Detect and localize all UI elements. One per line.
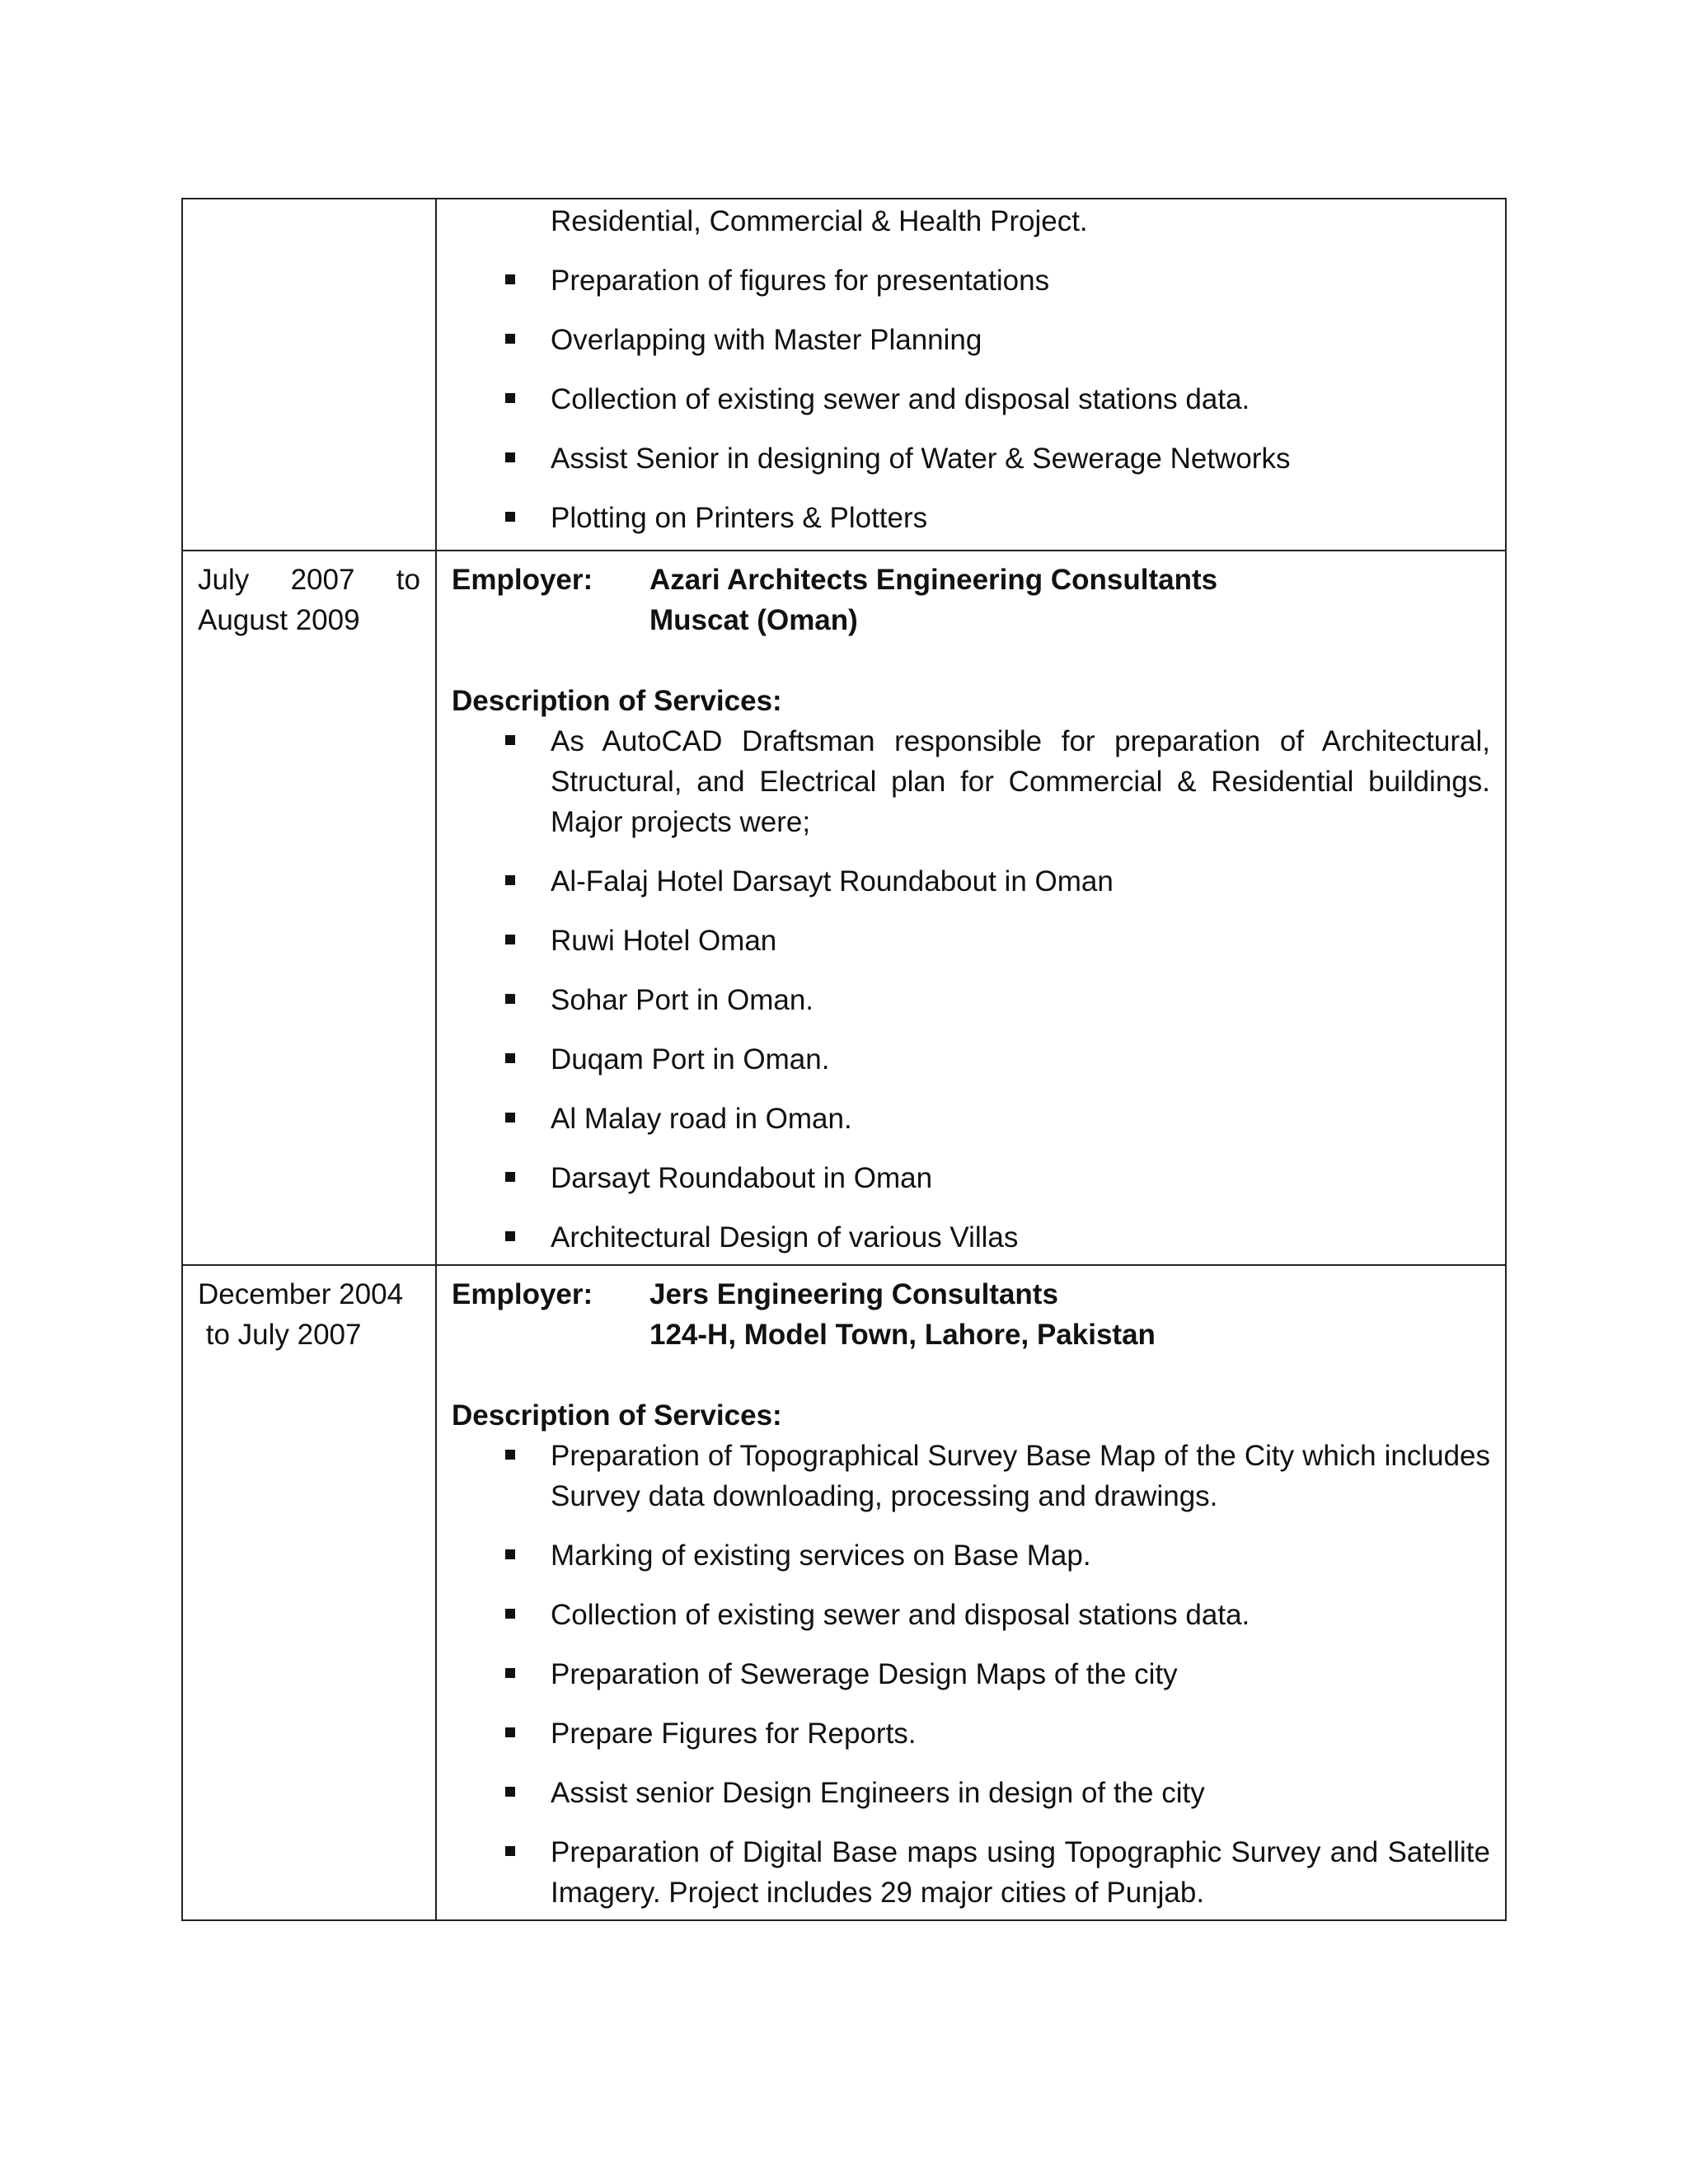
square-bullet-icon	[505, 1668, 515, 1678]
list-item	[452, 498, 1490, 538]
square-bullet-icon	[505, 735, 515, 745]
list-item	[452, 1158, 1490, 1198]
list-item-text: Al-Falaj Hotel Darsayt Roundabout in Oman	[551, 865, 1114, 898]
date-cell	[182, 551, 436, 1265]
date-range-line1	[198, 560, 420, 600]
description-heading: Description of Services:	[452, 1399, 782, 1432]
square-bullet-icon	[505, 1549, 515, 1559]
employer-block	[452, 560, 1490, 640]
list-item	[452, 980, 1490, 1020]
description-cell	[436, 199, 1506, 551]
date-cell-empty	[182, 199, 436, 551]
date-word: to	[396, 564, 420, 596]
list-item-text: Ruwi Hotel Oman	[551, 925, 777, 957]
list-item-text: Preparation of Digital Base maps using Topographic Survey and Satellite Imagery. Project includes 29 major cities of Punjab.	[551, 1836, 1490, 1909]
employer-label: Employer:	[452, 564, 593, 596]
list-item	[452, 1217, 1490, 1258]
list-item-text: Marking of existing services on Base Map.	[551, 1540, 1091, 1572]
employer-location: 124-H, Model Town, Lahore, Pakistan	[649, 1319, 1156, 1351]
date-cell	[182, 1265, 436, 1920]
list-item-text: Collection of existing sewer and disposal stations data.	[551, 1599, 1250, 1631]
description-cell	[436, 551, 1506, 1265]
list-item	[452, 861, 1490, 902]
list-item-text: Assist senior Design Engineers in design of the city	[551, 1777, 1205, 1809]
list-item	[452, 1654, 1490, 1694]
square-bullet-icon	[505, 1053, 515, 1063]
list-item	[452, 1713, 1490, 1754]
date-word: July	[198, 564, 250, 596]
employer-details	[649, 560, 1490, 640]
list-item-text: Sohar Port in Oman.	[551, 984, 814, 1016]
description-cell	[436, 1265, 1506, 1920]
description-heading: Description of Services:	[452, 685, 782, 717]
experience-row-continued	[182, 199, 1506, 551]
list-item	[452, 1773, 1490, 1813]
services-list	[452, 721, 1490, 1258]
square-bullet-icon	[505, 334, 515, 344]
employer-name: Azari Architects Engineering Consultants	[649, 564, 1218, 596]
square-bullet-icon	[505, 1450, 515, 1460]
square-bullet-icon	[505, 274, 515, 284]
list-item-text: Preparation of figures for presentations	[551, 265, 1050, 297]
date-range-line1: December 2004	[198, 1278, 404, 1310]
square-bullet-icon	[505, 1113, 515, 1122]
employer-name: Jers Engineering Consultants	[649, 1278, 1058, 1310]
services-list	[452, 260, 1490, 538]
experience-row-azari	[182, 551, 1506, 1265]
list-item	[452, 260, 1490, 301]
experience-table	[181, 198, 1507, 1921]
continued-bullet-text: Residential, Commercial & Health Project.	[551, 205, 1088, 237]
list-item	[452, 1039, 1490, 1080]
list-item	[452, 1535, 1490, 1576]
list-item	[452, 438, 1490, 479]
square-bullet-icon	[505, 935, 515, 944]
list-item	[452, 1832, 1490, 1913]
square-bullet-icon	[505, 1787, 515, 1797]
list-item-text: Collection of existing sewer and disposal stations data.	[551, 383, 1250, 415]
square-bullet-icon	[505, 994, 515, 1004]
list-item-text: As AutoCAD Draftsman responsible for preparation of Architectural, Structural, and Electrical plan for Commercial & Residential buildings. Major projects were;	[551, 725, 1490, 838]
list-item	[452, 1436, 1490, 1516]
list-item-text: Darsayt Roundabout in Oman	[551, 1162, 933, 1194]
list-item-text: Architectural Design of various Villas	[551, 1221, 1019, 1254]
square-bullet-icon	[505, 1609, 515, 1619]
employer-label: Employer:	[452, 1278, 593, 1310]
square-bullet-icon	[505, 875, 515, 885]
square-bullet-icon	[505, 1231, 515, 1241]
date-range-line2: to July 2007	[198, 1319, 362, 1351]
date-range-line2: August 2009	[198, 604, 360, 636]
list-item	[452, 721, 1490, 842]
square-bullet-icon	[505, 393, 515, 403]
list-item-text: Duqam Port in Oman.	[551, 1043, 830, 1076]
list-item-text: Preparation of Sewerage Design Maps of the city	[551, 1658, 1178, 1690]
list-item	[452, 921, 1490, 961]
list-item-text: Assist Senior in designing of Water & Sewerage Networks	[551, 443, 1291, 475]
list-item	[452, 379, 1490, 419]
services-list	[452, 1436, 1490, 1913]
list-item-text: Plotting on Printers & Plotters	[551, 502, 928, 534]
list-item-text: Overlapping with Master Planning	[551, 324, 982, 356]
square-bullet-icon	[505, 1727, 515, 1737]
list-item	[452, 1099, 1490, 1139]
list-item-text: Preparation of Topographical Survey Base Map of the City which includes Survey data downloading, processing and drawings.	[551, 1440, 1490, 1512]
experience-row-jers	[182, 1265, 1506, 1920]
square-bullet-icon	[505, 1172, 515, 1182]
employer-location: Muscat (Oman)	[649, 604, 858, 636]
employer-details	[649, 1274, 1490, 1355]
list-item	[452, 1595, 1490, 1635]
list-item-text: Al Malay road in Oman.	[551, 1103, 852, 1135]
square-bullet-icon	[505, 452, 515, 462]
date-word: 2007	[290, 564, 355, 596]
list-item	[452, 320, 1490, 360]
list-item-text: Prepare Figures for Reports.	[551, 1718, 917, 1750]
square-bullet-icon	[505, 512, 515, 522]
square-bullet-icon	[505, 1846, 515, 1856]
employer-block	[452, 1274, 1490, 1355]
